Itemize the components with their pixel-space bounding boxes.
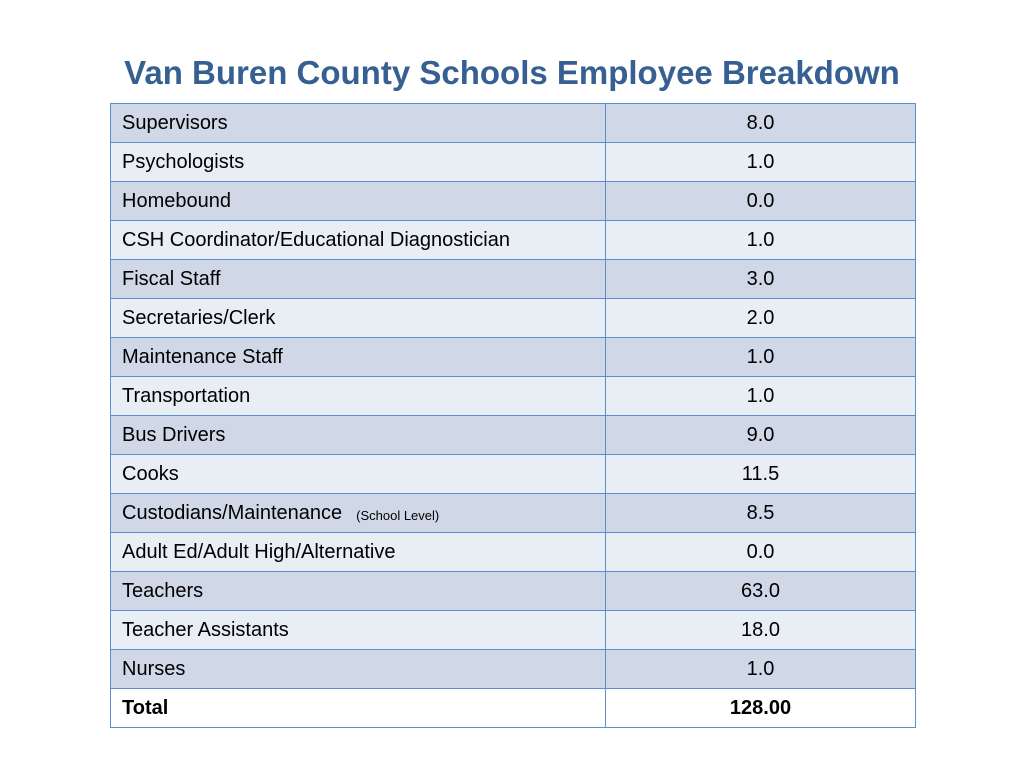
- table-row: [111, 455, 916, 494]
- row-value: 1.0: [606, 377, 916, 416]
- row-label: Bus Drivers: [122, 423, 226, 446]
- row-label-cell: [111, 494, 606, 533]
- row-label-cell: [111, 338, 606, 377]
- row-value: 1.0: [606, 221, 916, 260]
- table-row: [111, 338, 916, 377]
- row-label-cell: [111, 221, 606, 260]
- row-label: Custodians/Maintenance: [122, 501, 343, 524]
- row-value: 3.0: [606, 260, 916, 299]
- table-row: [111, 572, 916, 611]
- row-label-cell: [111, 299, 606, 338]
- row-label: Teacher Assistants: [122, 618, 289, 641]
- table-row: [111, 182, 916, 221]
- row-value: 1.0: [606, 650, 916, 689]
- table-row: [111, 299, 916, 338]
- row-label-cell: [111, 572, 606, 611]
- row-note: (School Level): [356, 507, 440, 523]
- row-label-cell: [111, 260, 606, 299]
- table-row: [111, 416, 916, 455]
- row-label-cell: [111, 104, 606, 143]
- row-label: Cooks: [122, 462, 179, 485]
- employee-breakdown-table: [110, 103, 916, 728]
- total-value: 128.00: [606, 689, 916, 728]
- row-label-cell: [111, 611, 606, 650]
- row-value: 1.0: [606, 338, 916, 377]
- total-row: [111, 689, 916, 728]
- row-label: CSH Coordinator/Educational Diagnostician: [122, 228, 510, 251]
- row-label-cell: [111, 416, 606, 455]
- slide-title: Van Buren County Schools Employee Breakdown: [124, 54, 900, 91]
- row-label: Teachers: [122, 579, 204, 602]
- row-value: 0.0: [606, 182, 916, 221]
- row-label: Psychologists: [122, 150, 245, 173]
- row-value: 8.5: [606, 494, 916, 533]
- row-value: 0.0: [606, 533, 916, 572]
- row-value: 9.0: [606, 416, 916, 455]
- total-label: Total: [111, 689, 606, 728]
- table-row: [111, 221, 916, 260]
- row-label-cell: [111, 650, 606, 689]
- table-row: [111, 104, 916, 143]
- row-value: 8.0: [606, 104, 916, 143]
- row-value: 11.5: [606, 455, 916, 494]
- table-row: [111, 611, 916, 650]
- row-value: 2.0: [606, 299, 916, 338]
- row-label: Maintenance Staff: [122, 345, 283, 368]
- table-row: [111, 533, 916, 572]
- row-label: Transportation: [122, 384, 251, 407]
- row-label: Supervisors: [122, 111, 228, 134]
- table-row: [111, 143, 916, 182]
- row-label-cell: [111, 377, 606, 416]
- table-body: [111, 104, 916, 728]
- row-value: 1.0: [606, 143, 916, 182]
- table-row: [111, 494, 916, 533]
- row-label-cell: [111, 455, 606, 494]
- row-label-cell: [111, 182, 606, 221]
- row-label: Fiscal Staff: [122, 267, 221, 290]
- table-row: [111, 260, 916, 299]
- row-label: Secretaries/Clerk: [122, 306, 276, 329]
- row-value: 18.0: [606, 611, 916, 650]
- row-label-cell: [111, 143, 606, 182]
- employee-breakdown-table-container: [110, 103, 915, 728]
- row-label-cell: [111, 533, 606, 572]
- row-label: Adult Ed/Adult High/Alternative: [122, 540, 396, 563]
- table-row: [111, 650, 916, 689]
- row-label: Homebound: [122, 189, 231, 212]
- table-row: [111, 377, 916, 416]
- row-value: 63.0: [606, 572, 916, 611]
- row-label: Nurses: [122, 657, 186, 680]
